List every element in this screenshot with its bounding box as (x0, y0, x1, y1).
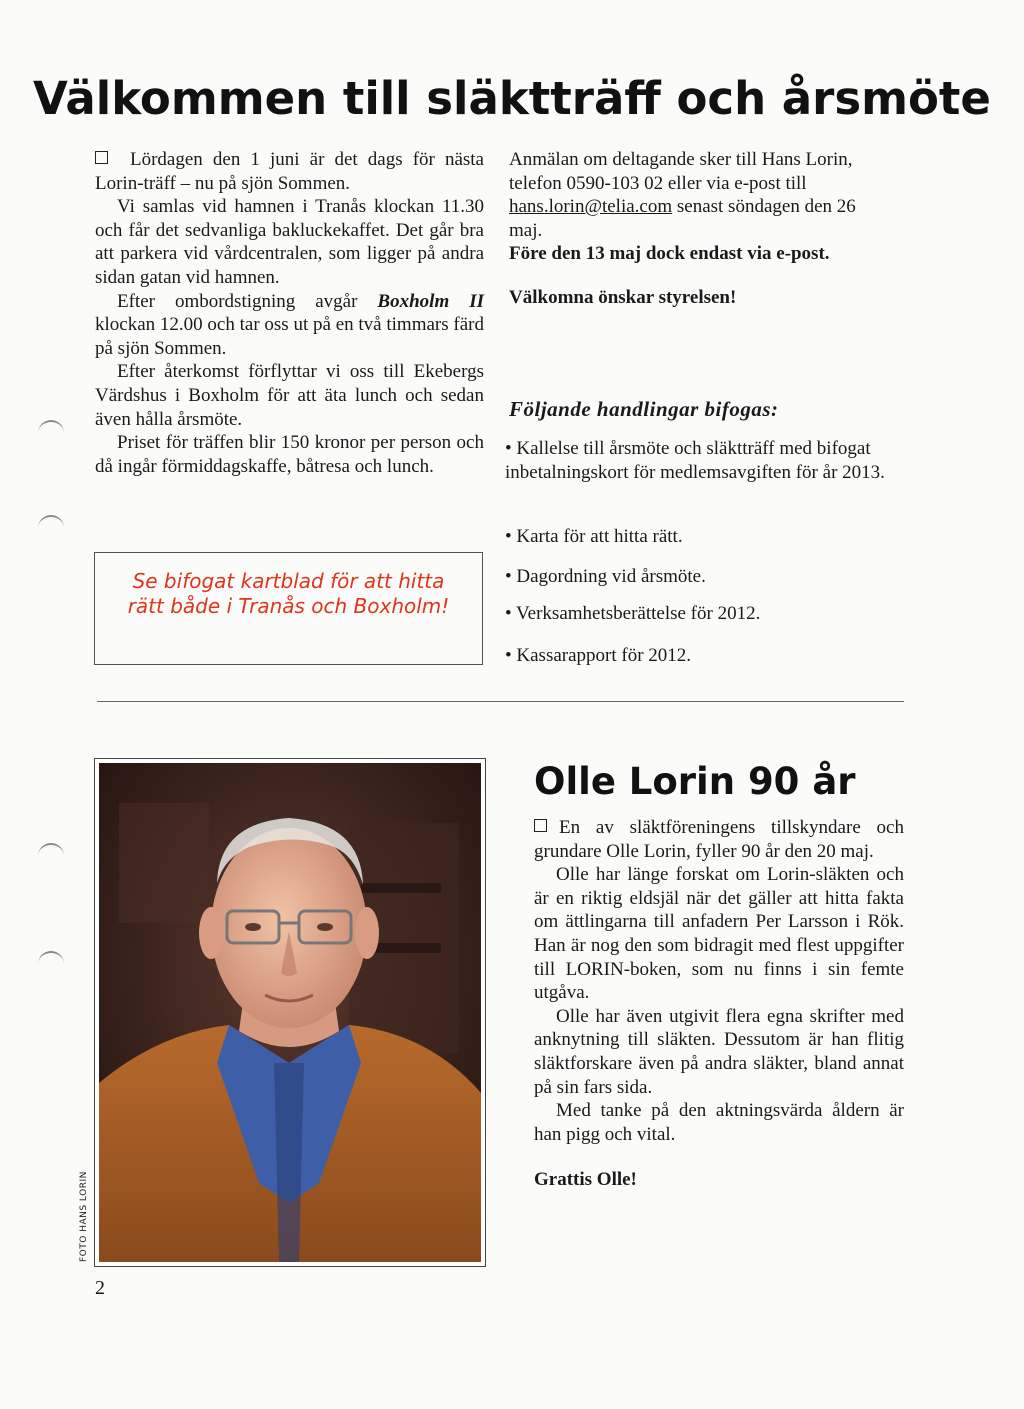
article-title-birthday: Olle Lorin 90 år (534, 760, 856, 803)
birthday-column (534, 816, 904, 1192)
attachment-item: • Dagordning vid årsmöte. (505, 566, 706, 587)
birthday-paragraph (534, 816, 904, 863)
birthday-paragraph: Med tanke på den aktningsvärda åldern är han pigg och vital. (534, 1100, 904, 1145)
attachment-item: • Verksamhetsberättelse för 2012. (505, 603, 761, 624)
attachments-heading: Följande handlingar bifogas: (509, 397, 779, 421)
attachment-item: • Kassarapport för 2012. (505, 645, 692, 666)
text-span: Efter ombordstigning avgår (117, 290, 378, 312)
photo-frame (94, 758, 486, 1267)
page-number: 2 (95, 1277, 105, 1299)
birthday-paragraph: Olle har länge forskat om Lorin-släkten och är en riktig eldsjäl när det gäller att hitta fakta om ättlingarna till anfadern Per Larsson i Rök. Han är nog den som bidragit med flest uppgifter till LORIN-boken, som nu finns i sin femte utgåva. (534, 864, 904, 1004)
registration-text (509, 148, 889, 242)
reunion-left-column (95, 148, 484, 478)
portrait-photo (99, 763, 481, 1262)
attachment-item: • Kallelse till årsmöte och släktträff med bifogat inbetalningskort för medlemsavgiften för år 2013. (505, 438, 885, 483)
registration-deadline: Före den 13 maj dock endast via e-post. (509, 243, 830, 265)
reunion-paragraph (95, 290, 484, 361)
reunion-paragraph: Priset för träffen blir 150 kronor per person och då ingår förmiddagskaffe, båtresa och lunch. (95, 432, 484, 477)
welcome-greeting: Välkomna önskar styrelsen! (509, 286, 737, 308)
birthday-closing: Grattis Olle! (534, 1169, 637, 1191)
reunion-intro-text: Lördagen den 1 juni är det dags för nästa Lorin-träff – nu på sjön Sommen. (95, 149, 484, 194)
section-divider (97, 701, 904, 702)
binder-hole-mark (38, 420, 64, 436)
binder-hole-mark (38, 515, 64, 531)
text-span: klockan 12.00 och tar oss ut på en två timmars färd på sjön Sommen. (95, 314, 484, 359)
email-link[interactable]: hans.lorin@telia.com (509, 196, 673, 218)
portrait-illustration (99, 763, 481, 1262)
photo-credit: FOTO HANS LORIN (79, 1171, 89, 1262)
registration-column (509, 148, 889, 310)
map-callout-box (94, 552, 483, 665)
attachment-item: • Karta för att hitta rätt. (505, 526, 683, 547)
article-title-reunion: Välkommen till släktträff och årsmöte (33, 72, 991, 125)
callout-text: Se bifogat kartblad för att hitta rätt både i Tranås och Boxholm! (127, 569, 450, 618)
binder-hole-mark (38, 951, 64, 967)
birthday-intro-text: En av släktföreningens tillskyndare och grundare Olle Lorin, fyller 90 år den 20 maj. (534, 817, 904, 862)
boat-name: Boxholm II (377, 290, 484, 312)
binder-hole-mark (38, 843, 64, 859)
birthday-paragraph: Olle har även utgivit flera egna skrifter med anknytning till släkten. Dessutom är han flitig släktforskare även på andra släkter, bland annat på sin fars sida. (534, 1005, 904, 1098)
text-span: senast söndagen den 26 maj. (509, 196, 856, 241)
reunion-paragraph: Vi samlas vid hamnen i Tranås klockan 11.30 och får det sedvanliga bakluckekaffet. Det går bra att parkera vid vårdcentralen, som ligger på andra sidan gatan vid hamnen. (95, 196, 484, 288)
checkbox-bullet-icon (95, 151, 108, 164)
reunion-paragraph: Efter återkomst förflyttar vi oss till Ekebergs Värdshus i Boxholm för att äta lunch och sedan även hålla årsmöte. (95, 361, 484, 430)
checkbox-bullet-icon (534, 819, 547, 832)
reunion-paragraph (95, 148, 484, 195)
text-span: Anmälan om deltagande sker till Hans Lorin, telefon 0590-103 02 eller via e-post till (509, 149, 853, 194)
